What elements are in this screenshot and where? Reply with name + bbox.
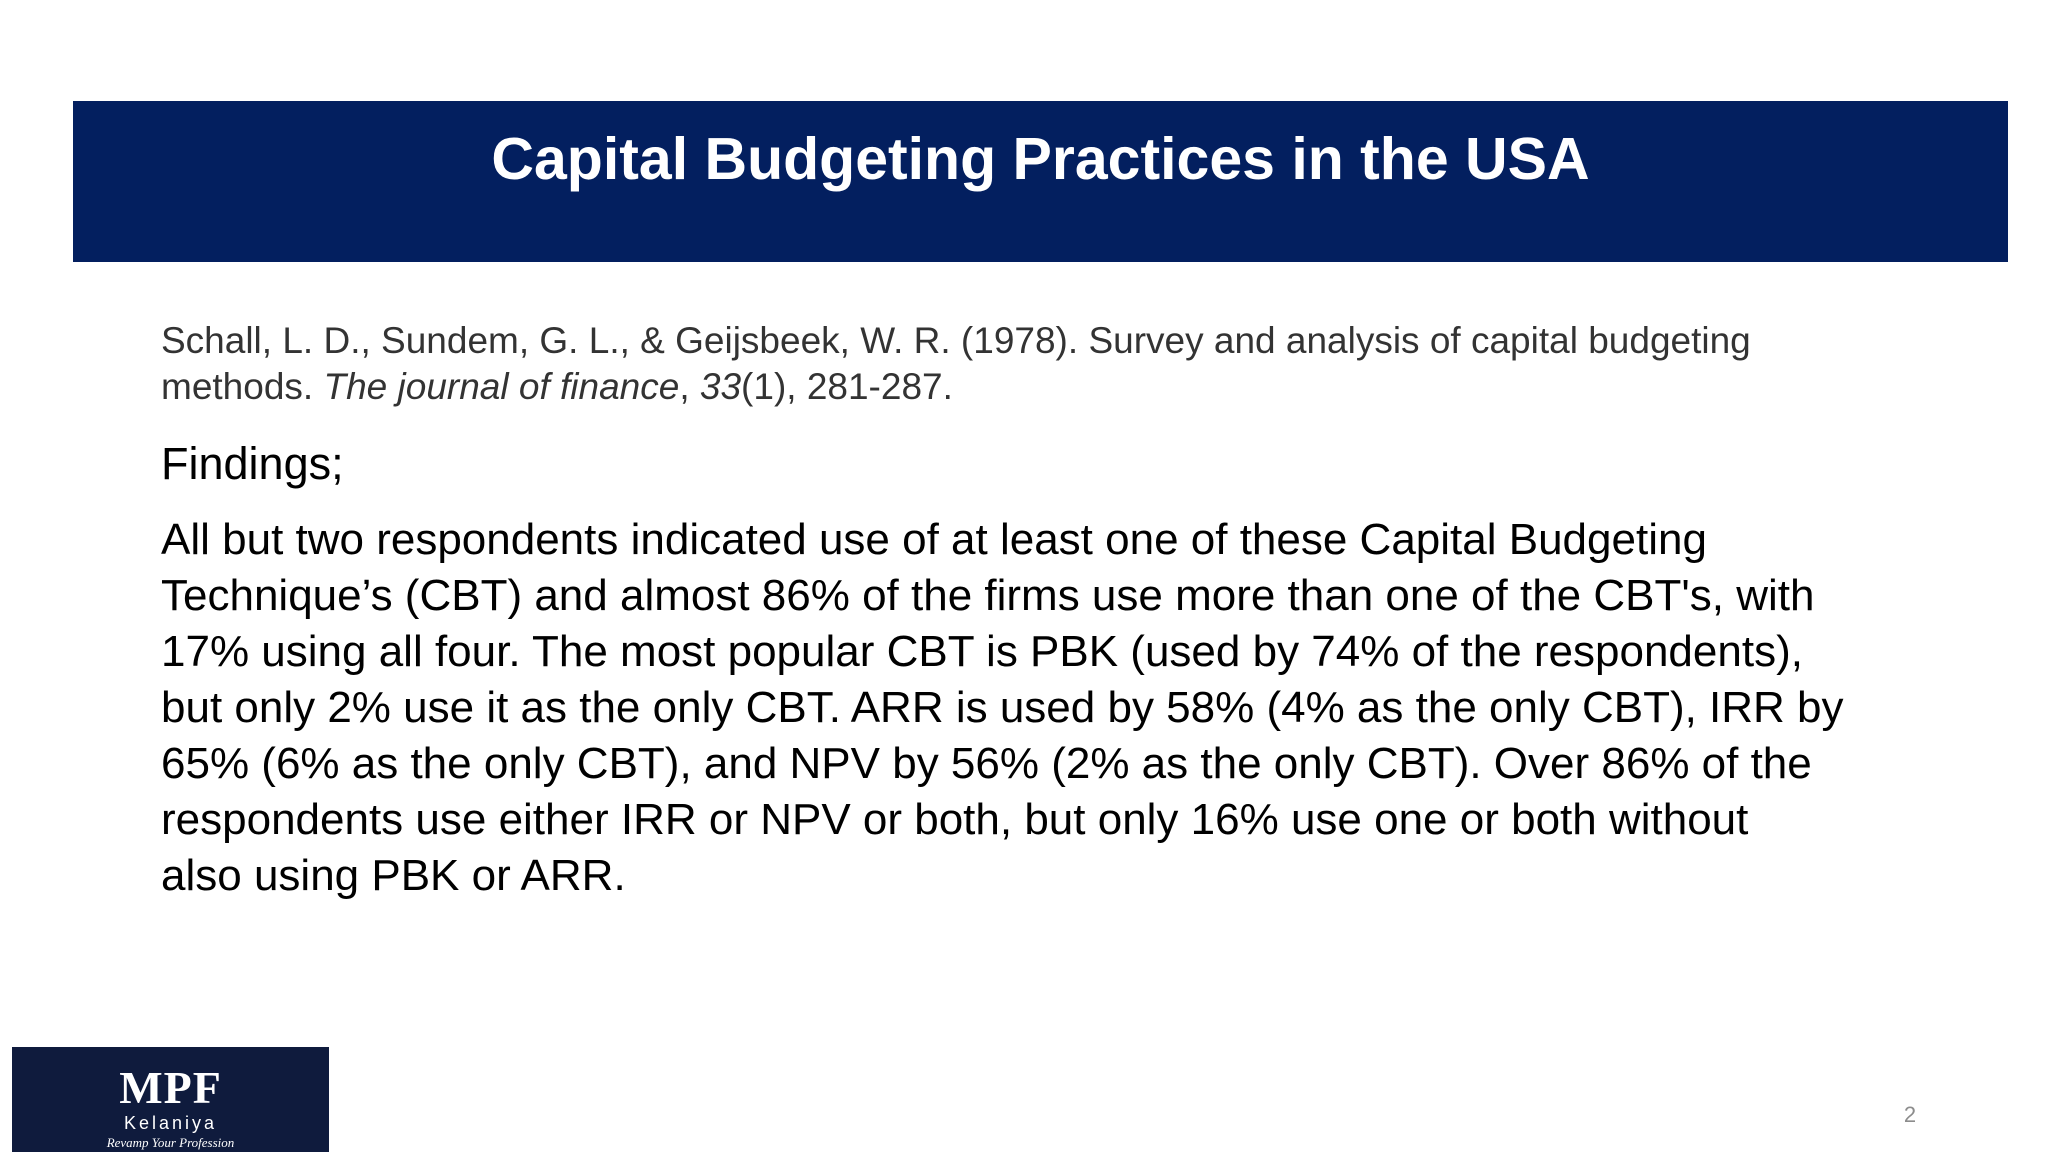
page-number: 2 bbox=[1903, 1102, 1917, 1127]
findings-line: Technique’s (CBT) and almost 86% of the firms use more than one of the CBT's, with bbox=[161, 571, 1815, 620]
citation-journal: The journal of finance bbox=[323, 366, 680, 407]
citation-separator: , bbox=[679, 366, 700, 407]
mpf-logo bbox=[12, 1047, 329, 1152]
citation-volume: 33 bbox=[699, 366, 742, 407]
slide-title: Capital Budgeting Practices in the USA bbox=[491, 126, 1590, 192]
findings-line: also using PBK or ARR. bbox=[161, 851, 626, 900]
citation-line-1: Schall, L. D., Sundem, G. L., & Geijsbeek, W. R. (1978). Survey and analysis of capital budgeting bbox=[161, 320, 1751, 361]
findings-line: All but two respondents indicated use of at least one of these Capital Budgeting bbox=[161, 515, 1707, 564]
findings-line: respondents use either IRR or NPV or both, but only 16% use one or both without bbox=[161, 795, 1749, 844]
findings-label: Findings; bbox=[161, 438, 344, 489]
findings-line: but only 2% use it as the only CBT. ARR is used by 58% (4% as the only CBT), IRR by bbox=[161, 683, 1844, 732]
findings-body bbox=[161, 512, 1936, 904]
logo-tagline: Revamp Your Profession bbox=[106, 1135, 235, 1150]
citation-issue-pages: (1), 281-287. bbox=[741, 366, 953, 407]
logo-mark: MPF bbox=[119, 1062, 222, 1113]
findings-line: 17% using all four. The most popular CBT is PBK (used by 74% of the respondents), bbox=[161, 627, 1803, 676]
findings-line: 65% (6% as the only CBT), and NPV by 56% (2% as the only CBT). Over 86% of the bbox=[161, 739, 1812, 788]
title-bar bbox=[73, 101, 2008, 262]
citation bbox=[161, 318, 1881, 410]
logo-subtitle: Kelaniya bbox=[123, 1113, 218, 1133]
citation-prefix: methods. bbox=[161, 366, 324, 407]
citation-line-2 bbox=[161, 364, 1881, 410]
